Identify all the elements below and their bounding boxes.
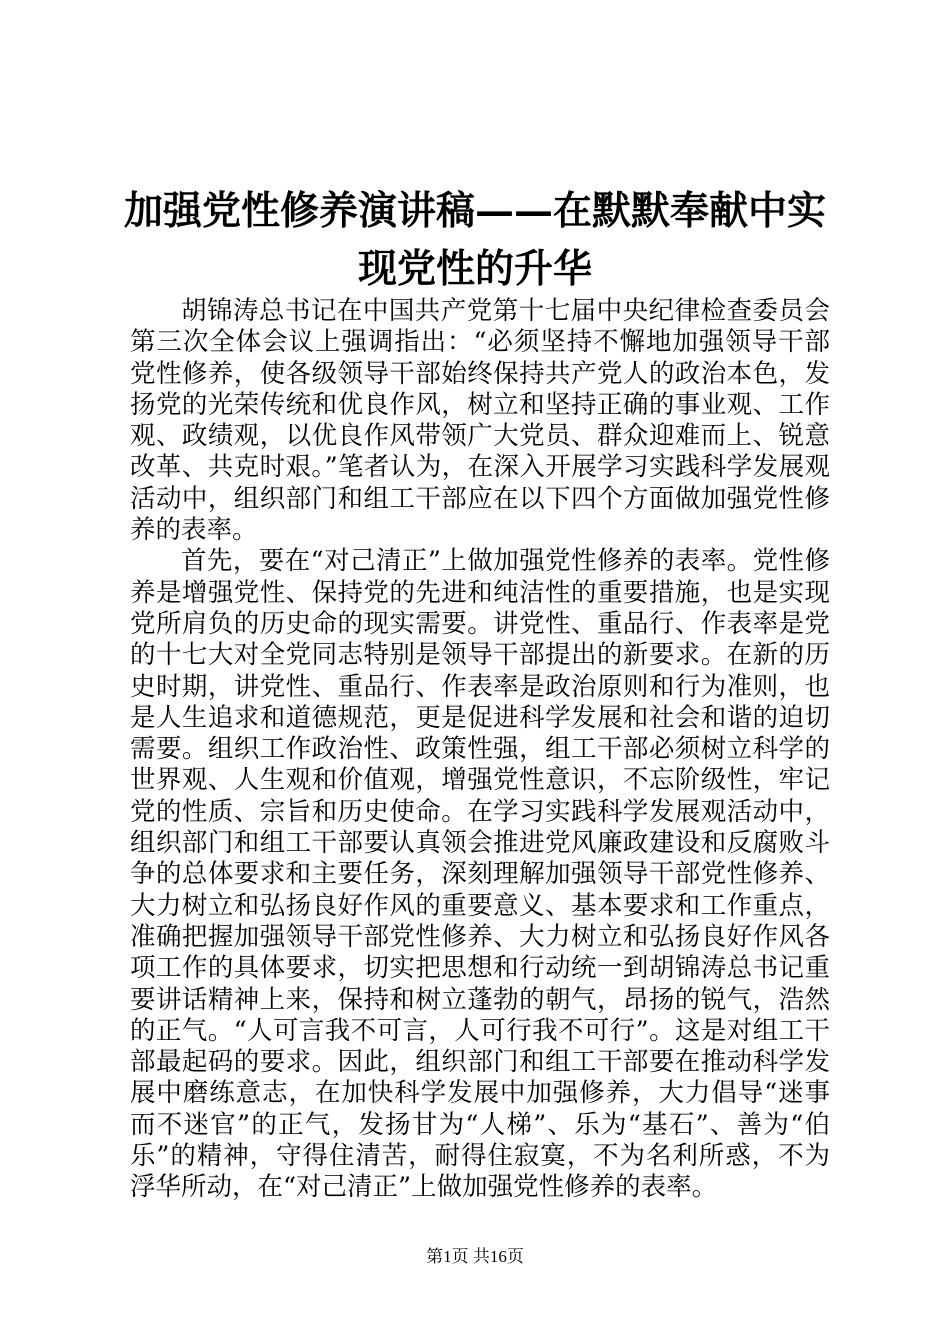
document-body [130, 296, 830, 1204]
document-title: 加强党性修养演讲稿——在默默奉献中实现党性的升华 [123, 188, 826, 292]
paragraph-2: 首先，要在“对己清正”上做加强党性修养的表率。党性修养是增强党性、保持党的先进和纯洁性的重要措施，也是实现党所肩负的历史命的现实需要。讲党性、重品行、作表率是党的十七大对全党同志特别是领导干部提出的新要求。在新的历史时期，讲党性、重品行、作表率是政治原则和行为准则，也是人生追求和道德规范，更是促进科学发展和社会和谐的迫切需要。组织工作政治性、政策性强，组工干部必须树立科学的世界观、人生观和价值观，增强党性意识，不忘阶级性，牢记党的性质、宗旨和历史使命。在学习实践科学发展观活动中，组织部门和组工干部要认真领会推进党风廉政建设和反腐败斗争的总体要求和主要任务，深刻理解加强领导干部党性修养、大力树立和弘扬良好作风的重要意义、基本要求和工作重点，准确把握加强领导干部党性修养、大力树立和弘扬良好作风各项工作的具体要求，切实把思想和行动统一到胡锦涛总书记重要讲话精神上来，保持和树立蓬勃的朝气，昂扬的锐气，浩然的正气。“人可言我不可言，人可行我不可行”。这是对组工干部最起码的要求。因此，组织部门和组工干部要在推动科学发展中磨练意志，在加快科学发展中加强修养，大力倡导“迷事而不迷官”的正气，发扬甘为“人梯”、乐为“基石”、善为“伯乐”的精神，守得住清苦，耐得住寂寞，不为名利所惑，不为浮华所动，在“对己清正”上做加强党性修养的表率。 [130, 546, 830, 1203]
page-footer: 第1页 共16页 [426, 1247, 524, 1266]
paragraph-1: 胡锦涛总书记在中国共产党第十七届中央纪律检查委员会第三次全体会议上强调指出：“必须坚持不懈地加强领导干部党性修养，使各级领导干部始终保持共产党人的政治本色，发扬党的光荣传统和优良作风，树立和坚持正确的事业观、工作观、政绩观，以优良作风带领广大党员、群众迎难而上、锐意改革、共克时艰。”笔者认为，在深入开展学习实践科学发展观活动中，组织部门和组工干部应在以下四个方面做加强党性修养的表率。 [130, 296, 830, 546]
